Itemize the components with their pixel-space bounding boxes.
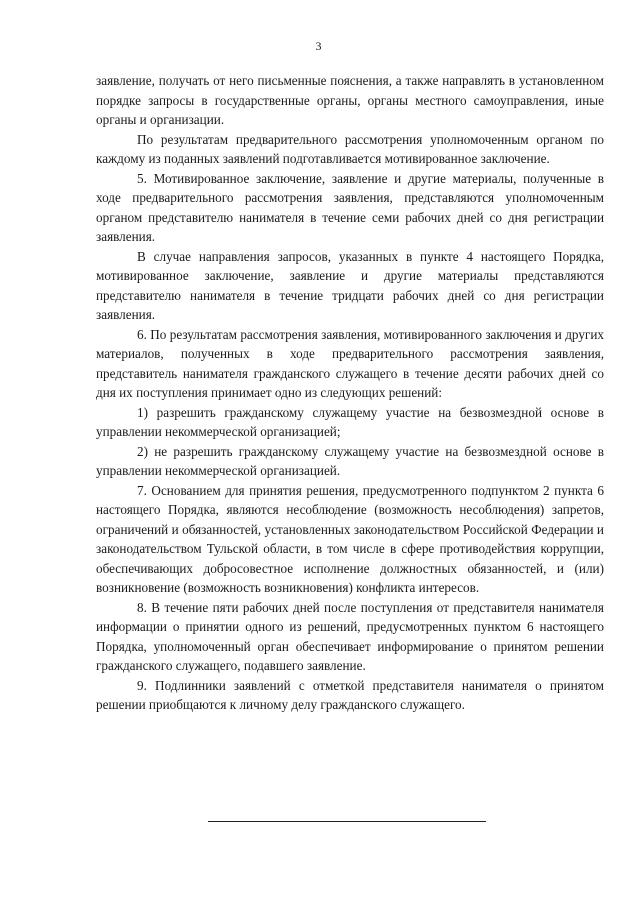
paragraph-subitem-2: 2) не разрешить гражданскому служащему участие на безвозмездной основе в управлении некоммерческой организацией.	[96, 443, 604, 478]
paragraph-item-8: 8. В течение пяти рабочих дней после поступления от представителя нанимателя информации о принятии одного из решений, предусмотренных пунктом 6 настоящего Порядка, уполномоченный орган обеспечивает информирование о принятом решении гражданского служащего, подавшего заявление.	[96, 599, 604, 673]
paragraph: В случае направления запросов, указанных в пункте 4 настоящего Порядка, мотивированное заключение, заявление и другие материалы представляются представителю нанимателя в течение тридцати рабочих дней со дня регистрации заявления.	[96, 248, 604, 322]
paragraph-continuation: заявление, получать от него письменные пояснения, а также направлять в установленном порядке запросы в государственные органы, органы местного самоуправления, иные органы и организации.	[96, 73, 604, 127]
paragraph: По результатам предварительного рассмотрения уполномоченным органом по каждому из поданных заявлений подготавливается мотивированное заключение.	[96, 131, 604, 166]
paragraph-item-9: 9. Подлинники заявлений с отметкой представителя нанимателя о принятом решении приобщаются к личному делу гражданского служащего.	[96, 677, 604, 712]
page-number: 3	[315, 39, 322, 53]
paragraph-item-6: 6. По результатам рассмотрения заявления, мотивированного заключения и других материалов, полученных в ходе предварительного рассмотрения заявления, представитель нанимателя гражданского служащего в течение десяти рабочих дней со дня их поступления принимает одно из следующих решений:	[96, 326, 604, 400]
document-body	[96, 71, 604, 715]
closing-divider-line	[208, 821, 486, 822]
paragraph-subitem-1: 1) разрешить гражданскому служащему участие на безвозмездной основе в управлении некоммерческой организацией;	[96, 404, 604, 439]
paragraph-item-7: 7. Основанием для принятия решения, предусмотренного подпунктом 2 пункта 6 настоящего Порядка, являются несоблюдение (возможность несоблюдения) запретов, ограничений и обязанностей, установленных законодательством Российской Федерации и законодательством Тульской области, в том числе в сфере противодействия коррупции, обеспечивающих добросовестное исполнение должностных обязанностей, и (или) возникновение (возможность возникновения) конфликта интересов.	[96, 482, 604, 595]
paragraph-item-5: 5. Мотивированное заключение, заявление и другие материалы, полученные в ходе предварительного рассмотрения заявления, представляются уполномоченным органом представителю нанимателя в течение семи рабочих дней со дня регистрации заявления.	[96, 170, 604, 244]
